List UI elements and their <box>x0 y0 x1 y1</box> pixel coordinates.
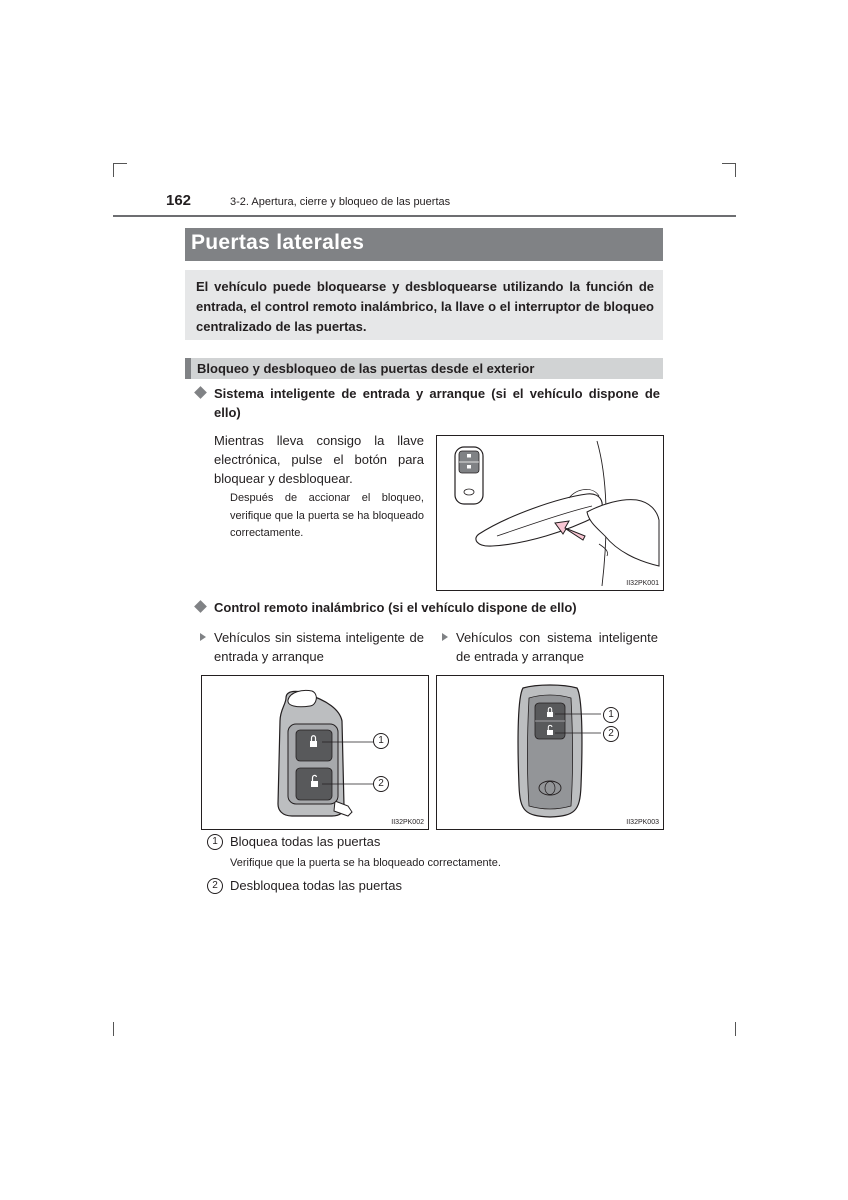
smart-key-illustration <box>437 676 663 829</box>
crop-mark-bottom-right <box>735 1022 736 1036</box>
figure-flip-key <box>201 675 429 830</box>
intro-box <box>185 270 663 340</box>
page-number: 162 <box>166 192 192 209</box>
crop-mark-top-right-h <box>722 163 736 164</box>
triangle-bullet-icon <box>200 633 206 641</box>
legend-1-icon: 1 <box>207 834 223 850</box>
crop-mark-top-left-v <box>113 163 114 177</box>
figure-smart-key <box>436 675 664 830</box>
callout-2-icon: 2 <box>373 776 389 792</box>
callout-1-icon: 1 <box>373 733 389 749</box>
door-handle-illustration <box>437 436 663 590</box>
subsection-tab <box>185 358 191 379</box>
figure-code: II32PK002 <box>391 819 424 826</box>
col1-label: Vehículos sin sistema inteligente de entrada y arranque <box>214 630 424 664</box>
legend-1-note: Verifique que la puerta se ha bloqueado correctamente. <box>230 857 501 869</box>
crop-mark-top-left-h <box>113 163 127 164</box>
legend-1-text: Bloquea todas las puertas <box>230 834 381 849</box>
crop-mark-bottom-left <box>113 1022 114 1036</box>
smart-entry-heading: Sistema inteligente de entrada y arranque (si el vehículo dispone de ello) <box>214 386 660 420</box>
section-title-bar <box>185 228 663 261</box>
callout-1-icon: 1 <box>603 707 619 723</box>
figure-code: II32PK001 <box>626 580 659 587</box>
subsection-title: Bloqueo y desbloqueo de las puertas desde el exterior <box>197 361 535 376</box>
callout-2-icon: 2 <box>603 726 619 742</box>
legend-2-icon: 2 <box>207 878 223 894</box>
header-rule <box>113 215 736 217</box>
diamond-bullet-icon <box>194 386 207 399</box>
triangle-bullet-icon <box>442 633 448 641</box>
diamond-bullet-icon <box>194 600 207 613</box>
col2-label: Vehículos con sistema inteligente de entrada y arranque <box>456 630 658 664</box>
breadcrumb: 3-2. Apertura, cierre y bloqueo de las puertas <box>230 196 451 208</box>
figure-door-handle <box>436 435 664 591</box>
section-title: Puertas laterales <box>191 231 365 254</box>
flip-key-illustration <box>202 676 428 829</box>
smart-entry-note: Después de accionar el bloqueo, verifique que la puerta se ha bloqueado correctamente. <box>230 492 424 539</box>
crop-mark-top-right-v <box>735 163 736 177</box>
smart-entry-body: Mientras lleva consigo la llave electrónica, pulse el botón para bloquear y desbloquear. <box>214 433 424 486</box>
intro-text: El vehículo puede bloquearse y desbloquearse utilizando la función de entrada, el control remoto inalámbrico, la llave o el interruptor de bloqueo centralizado de las puertas. <box>196 279 654 334</box>
subsection-bar <box>185 358 663 379</box>
legend-2-text: Desbloquea todas las puertas <box>230 878 403 893</box>
remote-heading: Control remoto inalámbrico (si el vehículo dispone de ello) <box>214 600 577 615</box>
figure-code: II32PK003 <box>626 819 659 826</box>
